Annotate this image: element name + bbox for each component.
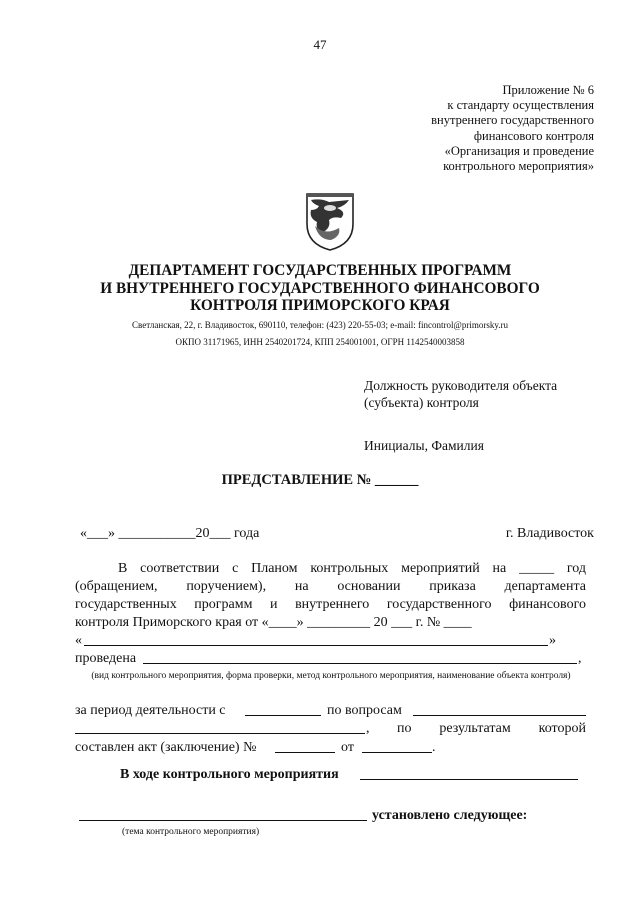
word: соответствии [140, 561, 220, 576]
addressee-name: Инициалы, Фамилия [364, 438, 484, 453]
word: на [294, 579, 309, 594]
word: поручением), [186, 579, 267, 594]
body-line-3 [75, 596, 586, 613]
word: В [118, 561, 128, 576]
act-number-blank [275, 752, 335, 753]
word: и [270, 597, 278, 612]
word: по [397, 721, 412, 736]
word: которой [538, 721, 586, 736]
word: основании [337, 579, 401, 594]
appendix-line: Приложение № 6 [502, 83, 594, 97]
conducted-blank-line [143, 663, 577, 664]
department-line: КОНТРОЛЯ ПРИМОРСКОГО КРАЯ [190, 297, 450, 314]
department-name [0, 262, 640, 315]
word: финансового [509, 597, 586, 612]
department-contacts [0, 317, 640, 351]
word: программ [194, 597, 253, 612]
department-line: И ВНУТРЕННЕГО ГОСУДАРСТВЕННОГО ФИНАНСОВОГО [100, 279, 540, 297]
address-line: Светланская, 22, г. Владивосток, 690110, телефон: (423) 220-55-03; e-mail: fincontrol@primorsky.ru [132, 320, 508, 330]
during-label: В ходе контрольного мероприятия [120, 767, 339, 782]
conducted-label: проведена [75, 651, 137, 666]
addressee-position [364, 377, 557, 411]
topics-blank-line [413, 715, 586, 716]
coat-of-arms-emblem [301, 188, 359, 252]
act-date-label: от [341, 740, 354, 755]
act-period: . [432, 740, 436, 755]
word: мероприятий [401, 561, 480, 576]
body-line-1 [118, 560, 586, 577]
word: контрольных [310, 561, 389, 576]
during-blank-line [360, 779, 578, 780]
topic-hint: (тема контрольного мероприятия) [122, 827, 260, 837]
quote-open: « [75, 633, 82, 648]
word: Планом [251, 561, 298, 576]
topics-blank-line-2 [75, 733, 365, 734]
addressee-position-line: (субъекта) контроля [364, 395, 479, 410]
word: приказа [429, 579, 476, 594]
results-text [397, 720, 586, 737]
body-line-2 [75, 578, 586, 595]
word: государственных [75, 597, 177, 612]
conducted-hint: (вид контрольного мероприятия, форма проверки, метод контрольного мероприятия, наименование объекта контроля) [91, 671, 571, 681]
quote-close: » [549, 633, 556, 648]
topic-blank-line [79, 820, 367, 821]
word: на [492, 561, 507, 576]
word: департамента [504, 579, 586, 594]
body-line-4: контроля Приморского края от «____» _________ 20 ___ г. № ____ [75, 615, 472, 630]
word: год [566, 561, 586, 576]
word: (обращением, [75, 579, 158, 594]
quote-blank-line [84, 645, 548, 646]
word: результатам [439, 721, 511, 736]
addressee-position-line: Должность руководителя объекта [364, 378, 558, 393]
word: _____ [519, 561, 555, 576]
registration-codes: ОКПО 31171965, ИНН 2540201724, КПП 254001001, ОГРН 1142540003858 [175, 337, 465, 347]
results-comma: , [366, 721, 370, 736]
appendix-line: финансового контроля [473, 128, 594, 143]
period-label: за период деятельности с [75, 703, 226, 718]
appendix-line: к стандарту осуществления [447, 98, 594, 113]
appendix-line: внутреннего государственного [431, 113, 594, 128]
period-from-blank [245, 715, 321, 716]
word: государственного [386, 597, 492, 612]
period-topics-label: по вопросам [327, 703, 402, 718]
page-number: 47 [313, 37, 327, 52]
appendix-note [431, 83, 594, 174]
appendix-line: «Организация и проведение [444, 143, 594, 158]
document-city: г. Владивосток [505, 526, 594, 541]
conducted-comma: , [578, 651, 582, 666]
document-title: ПРЕДСТАВЛЕНИЕ № ______ [221, 472, 419, 488]
word: с [232, 561, 239, 576]
document-date: «___» ___________20___ года [80, 526, 260, 541]
word: внутреннего [295, 597, 370, 612]
act-label: составлен акт (заключение) № [75, 740, 257, 755]
department-line: ДЕПАРТАМЕНТ ГОСУДАРСТВЕННЫХ ПРОГРАММ [128, 262, 512, 279]
appendix-line: контрольного мероприятия» [443, 159, 594, 174]
established-label: установлено следующее: [372, 808, 528, 823]
act-date-blank [362, 752, 432, 753]
